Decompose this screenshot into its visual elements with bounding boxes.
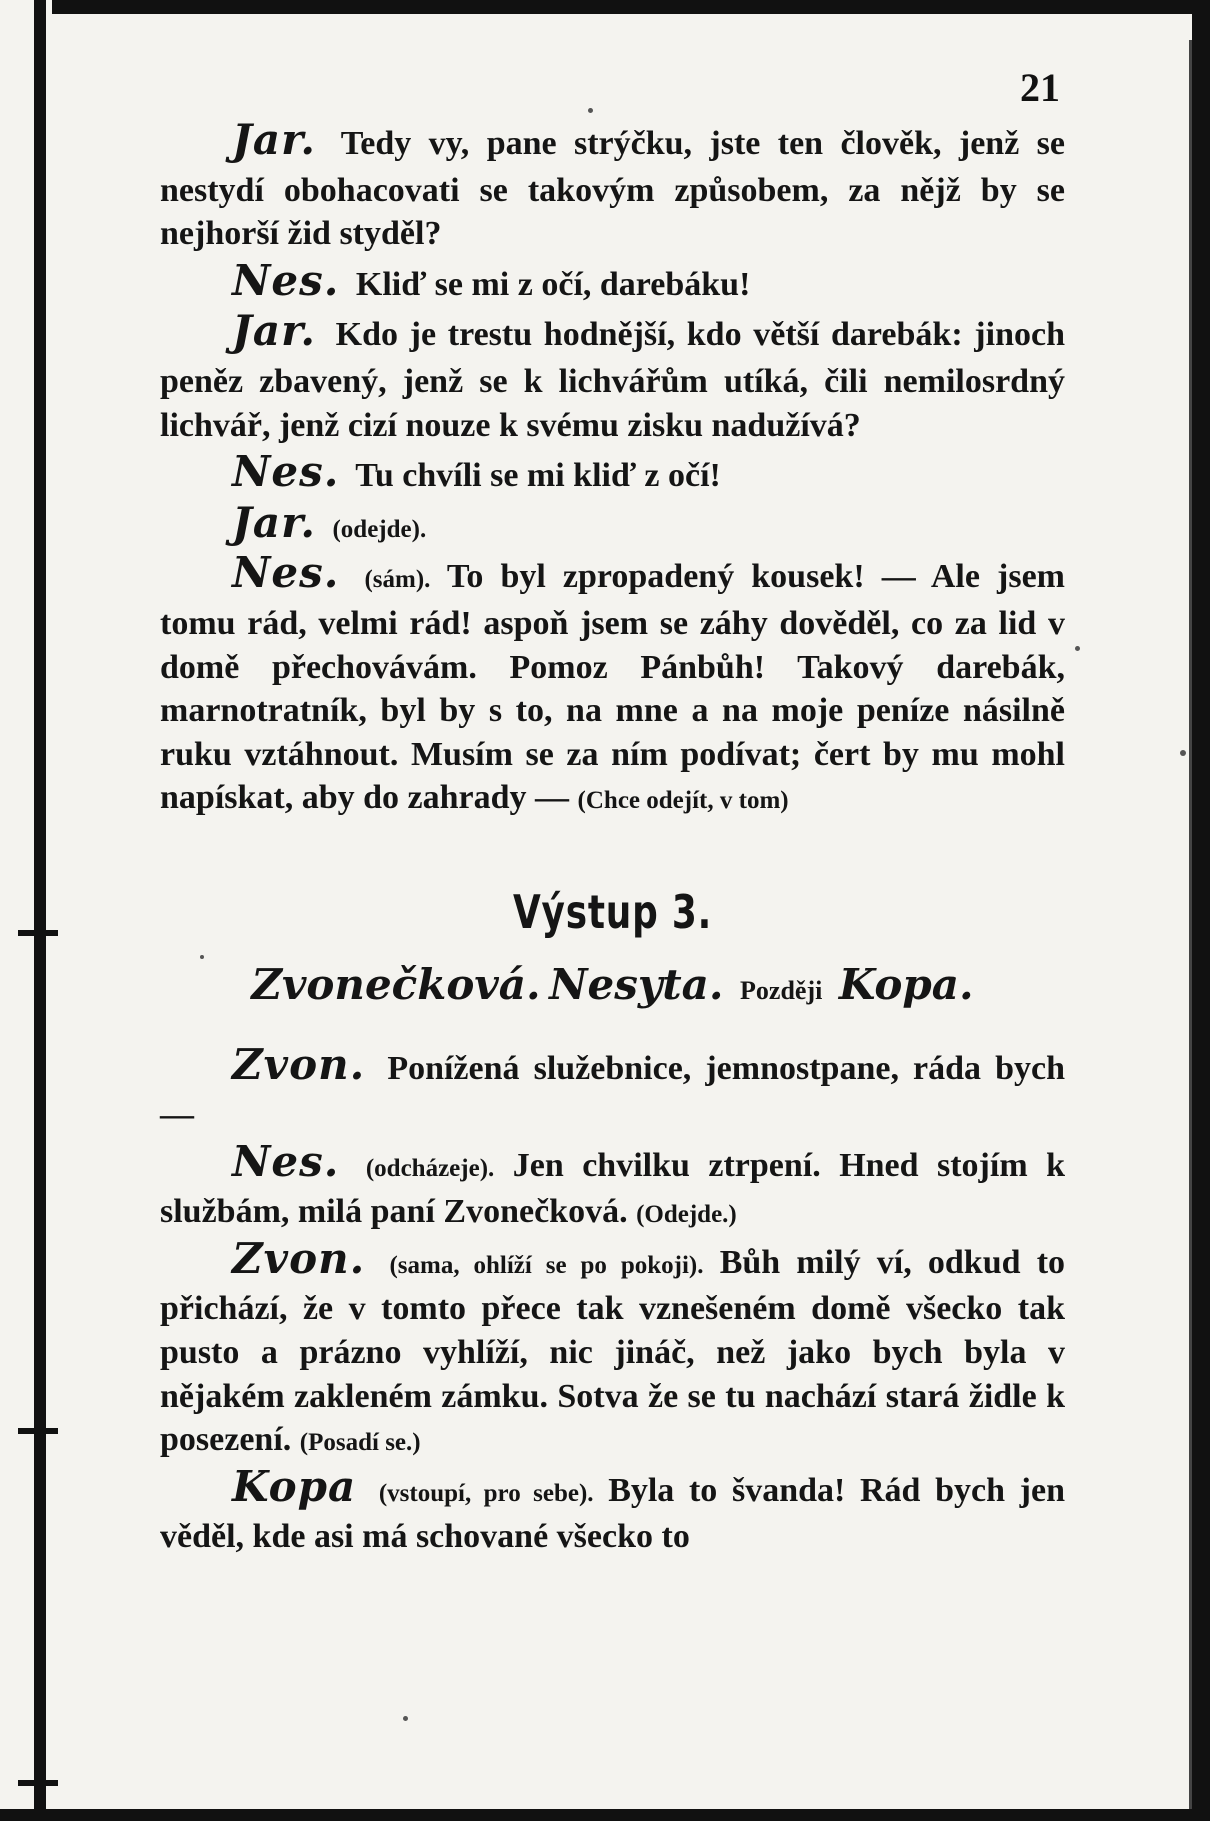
scene-cast: [160, 955, 1065, 1021]
scan-border-bottom: [0, 1809, 1210, 1821]
dialogue-text: Tu chvíli se mi kliď z očí!: [355, 457, 721, 495]
dialogue-text: Tedy vy, pane strýčku, jste ten člověk, jenž se nestydí obohacovati se takovým způsobem, za nějž by se nejhorší žid styděl?: [160, 125, 1065, 253]
book-spine-edge: [34, 0, 46, 1821]
dialogue-block-before-scene: [160, 115, 1065, 823]
dialogue-paragraph: [160, 306, 1065, 450]
stage-direction: (odejde).: [332, 515, 427, 543]
speaker-name: Zvon.: [232, 1233, 366, 1283]
spine-mark: [18, 1428, 58, 1434]
paper-speck: [1180, 750, 1186, 756]
page-number: 21: [1020, 65, 1060, 110]
stage-direction: (odcházeje).: [365, 1154, 495, 1182]
dialogue-text: Kdo je trestu hodnější, kdo větší darebák: jinoch peněz zbavený, jenž se k lichvářům utíká, čili nemilosrdný lichvář, jenž cizí nouze k svému zisku nadužívá?: [160, 316, 1065, 444]
stage-direction: (sama, ohlíží se po pokoji).: [389, 1251, 704, 1279]
cast-later-label: Později: [740, 975, 823, 1005]
speaker-name: Nes.: [232, 447, 340, 497]
dialogue-text: To byl zpropadený kousek! — Ale jsem tomu rád, velmi rád! aspoň jsem se záhy dověděl, co za lid v domě přechovávám. Pomoz Pánbůh! Takový darebák, marnotratník, byl by s to, na mne a na moje peníze násilně ruku vztáhnout. Musím se za ním podívat; čert by mu mohl napískat, aby do zahrady —: [160, 558, 1065, 817]
paper-speck: [403, 1716, 408, 1721]
speaker-name: Kopa: [232, 1461, 357, 1511]
paper-speck: [1075, 646, 1080, 651]
dialogue-text: Byla to švanda! Rád bych jen věděl, kde asi má schované všecko to: [160, 1471, 1066, 1556]
speaker-name: Jar.: [232, 497, 316, 547]
scene-title: Výstup 3.: [512, 884, 712, 939]
play-text: [160, 115, 1066, 1562]
dialogue-text: Kliď se mi z očí, darebáku!: [355, 265, 751, 303]
spine-mark: [18, 1780, 58, 1786]
dialogue-paragraph: [160, 255, 1065, 310]
speaker-name: Nes.: [232, 548, 340, 598]
stage-direction: (Posadí se.): [299, 1429, 421, 1457]
cast-name: Zvonečková.: [251, 959, 541, 1009]
speaker-name: Jar.: [232, 115, 316, 164]
dialogue-text: Jen chvilku ztrpení. Hned stojím k službám, milá paní Zvonečková.: [160, 1146, 1066, 1231]
cast-name: Kopa.: [838, 959, 974, 1009]
speaker-name: Zvon.: [232, 1039, 366, 1089]
dialogue-paragraph: [160, 1039, 1065, 1140]
scan-border-right-inner: [1189, 40, 1192, 1821]
speaker-name: Nes.: [232, 1136, 340, 1186]
stage-direction: (Odejde.): [636, 1201, 737, 1229]
scan-border-top: [0, 0, 1210, 14]
dialogue-text: Bůh milý ví, odkud to přichází, že v tomto přece tak vznešeném domě všecko tak pusto a prázno vyhlíží, nic jináč, než jako bych byla v nějakém zakleném zámku. Sotva že se tu nachází stará židle k posezení.: [160, 1243, 1066, 1459]
dialogue-paragraph: [160, 447, 1065, 501]
paper-speck: [588, 108, 593, 113]
stage-direction: (Chce odejít, v tom): [577, 787, 789, 815]
dialogue-paragraph: [160, 115, 1065, 259]
dialogue-paragraph: [160, 1461, 1066, 1562]
cast-name: Nesyta.: [549, 959, 724, 1009]
stage-direction: (vstoupí, pro sebe).: [378, 1479, 594, 1507]
scan-border-right: [1192, 0, 1210, 1821]
dialogue-text: Ponížená služebnice, jemnostpane, ráda bych —: [160, 1049, 1065, 1134]
dialogue-block-scene-3: [160, 1039, 1066, 1563]
speaker-name: Jar.: [232, 306, 316, 356]
speaker-name: Nes.: [232, 255, 340, 305]
dialogue-paragraph: [160, 1233, 1066, 1465]
stage-direction: (sám).: [364, 566, 431, 594]
spine-mark: [18, 930, 58, 936]
dialogue-paragraph: [160, 548, 1065, 823]
dialogue-paragraph: [160, 1136, 1066, 1237]
dialogue-paragraph: [160, 497, 1065, 552]
